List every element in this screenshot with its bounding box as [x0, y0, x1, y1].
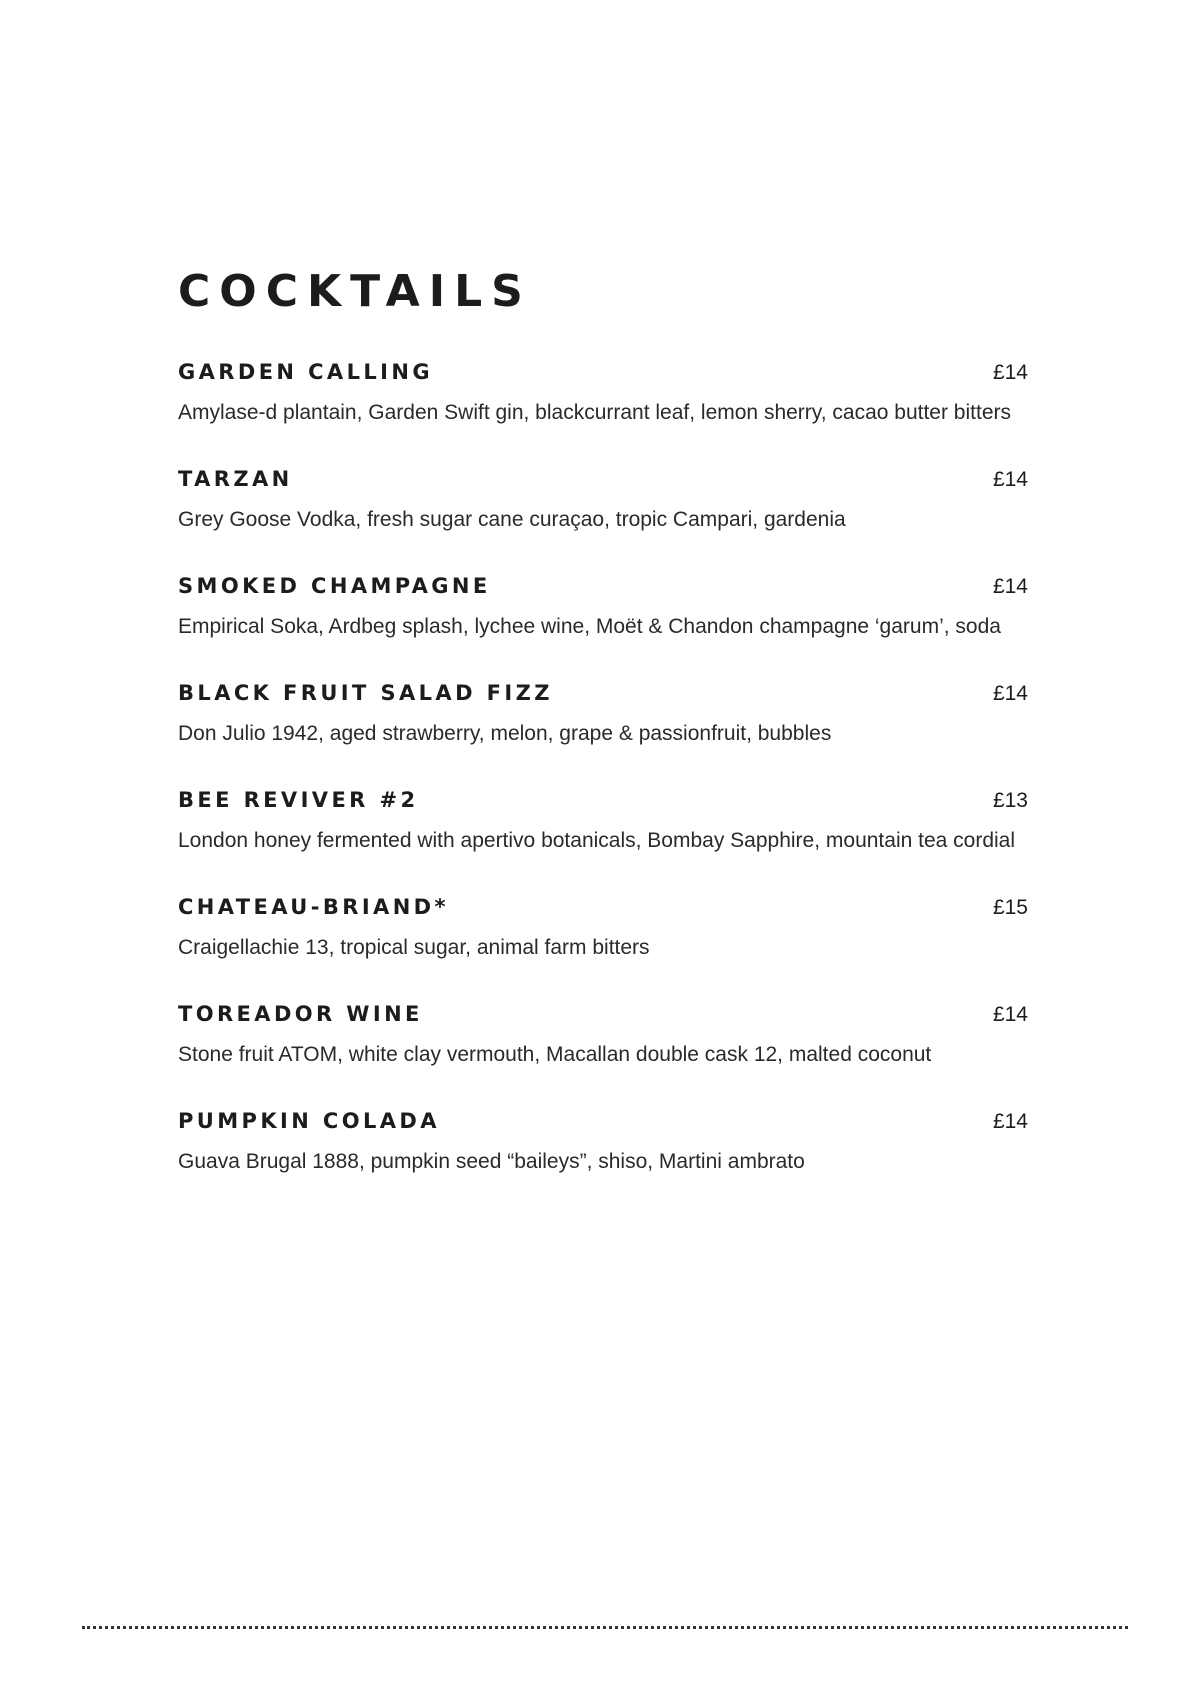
menu-item-name: TOREADOR WINE — [178, 1002, 423, 1026]
menu-item-header — [178, 1109, 1028, 1141]
menu-item-price: £14 — [992, 682, 1028, 705]
menu-item-header — [178, 681, 1028, 713]
menu-item — [178, 1002, 1028, 1073]
menu-item-price: £14 — [992, 468, 1028, 491]
menu-item-header — [178, 895, 1028, 927]
menu-item — [178, 467, 1028, 538]
menu-item-description: Don Julio 1942, aged strawberry, melon, grape & passionfruit, bubbles — [178, 722, 832, 745]
menu-item — [178, 788, 1028, 859]
menu-item-name: BLACK FRUIT SALAD FIZZ — [178, 681, 553, 705]
menu-item-name: SMOKED CHAMPAGNE — [178, 574, 491, 598]
menu-item-name: CHATEAU-BRIAND* — [178, 895, 449, 919]
dotted-divider — [82, 1626, 1128, 1629]
menu-item-description: Amylase-d plantain, Garden Swift gin, blackcurrant leaf, lemon sherry, cacao butter bitters — [178, 401, 1011, 424]
menu-item — [178, 895, 1028, 966]
menu-item-header — [178, 788, 1028, 820]
menu-item-description: Stone fruit ATOM, white clay vermouth, Macallan double cask 12, malted coconut — [178, 1043, 932, 1066]
menu-item — [178, 681, 1028, 752]
menu-item-description: London honey fermented with apertivo botanicals, Bombay Sapphire, mountain tea cordial — [178, 829, 1016, 852]
menu-item-description: Craigellachie 13, tropical sugar, animal farm bitters — [178, 936, 650, 959]
menu-item-header — [178, 360, 1028, 392]
menu-item-price: £14 — [992, 361, 1028, 384]
menu-item-header — [178, 1002, 1028, 1034]
menu-item-price: £13 — [992, 789, 1028, 812]
menu-item-header — [178, 467, 1028, 499]
menu-item — [178, 360, 1028, 431]
menu-item-header — [178, 574, 1028, 606]
menu-item — [178, 1109, 1028, 1180]
menu-item-name: GARDEN CALLING — [178, 360, 433, 384]
menu-item-price: £14 — [992, 575, 1028, 598]
menu-item — [178, 574, 1028, 645]
menu-title: COCKTAILS — [178, 266, 532, 317]
menu-item-name: TARZAN — [178, 467, 293, 491]
menu-item-description: Empirical Soka, Ardbeg splash, lychee wine, Moët & Chandon champagne ‘garum’, soda — [178, 615, 1001, 638]
menu-item-name: BEE REVIVER #2 — [178, 788, 419, 812]
menu-item-description: Grey Goose Vodka, fresh sugar cane curaçao, tropic Campari, gardenia — [178, 508, 846, 531]
menu-item-description: Guava Brugal 1888, pumpkin seed “baileys”, shiso, Martini ambrato — [178, 1150, 805, 1173]
cocktail-menu — [178, 262, 1028, 1216]
menu-items — [178, 360, 1028, 1180]
menu-item-price: £14 — [992, 1110, 1028, 1133]
menu-item-price: £14 — [992, 1003, 1028, 1026]
menu-item-name: PUMPKIN COLADA — [178, 1109, 440, 1133]
menu-item-price: £15 — [992, 896, 1028, 919]
